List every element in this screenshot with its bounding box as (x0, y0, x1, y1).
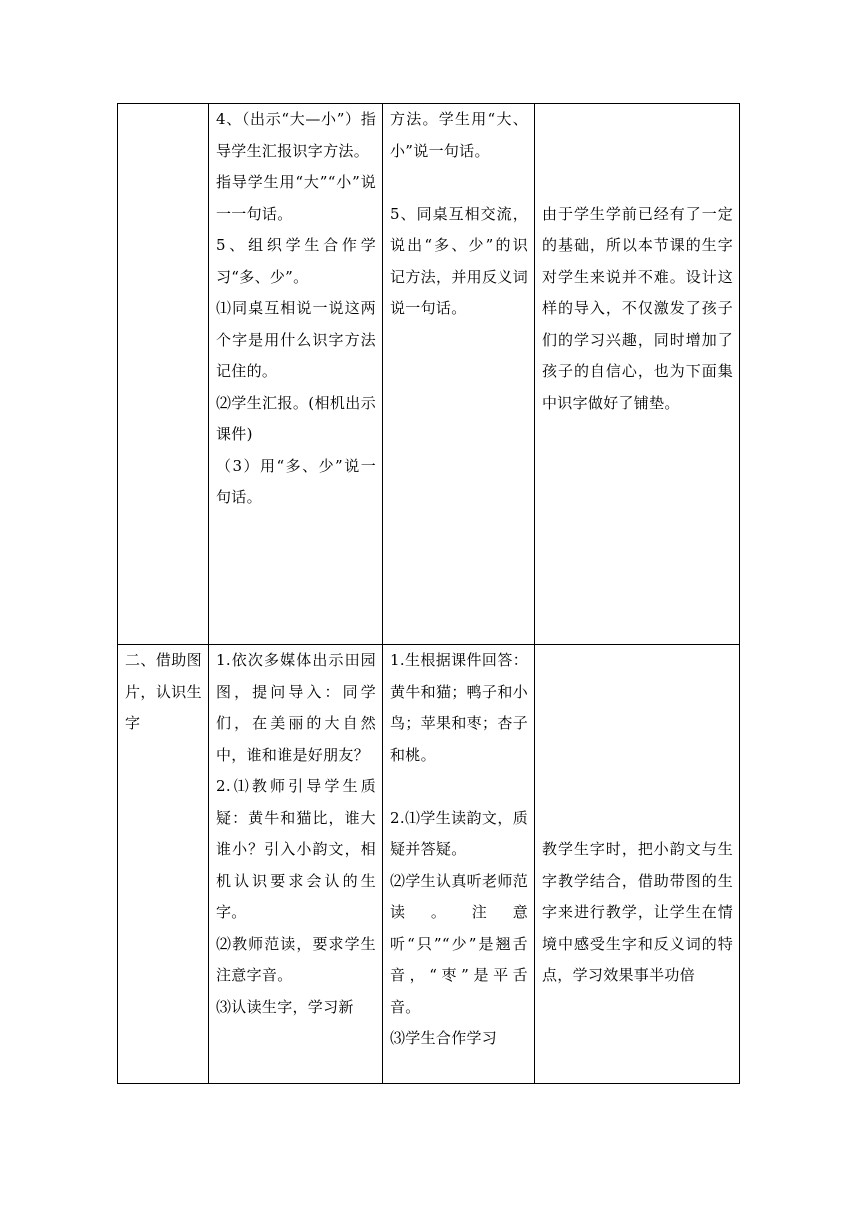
spacer (542, 104, 733, 136)
teacher-step: 2.⑴教师引导学生质疑：黄牛和猫比，谁大谁小？引入小韵文，相机认识要求会认的生字。 (216, 777, 376, 921)
design-intent-cell (535, 645, 740, 1084)
spacer (390, 771, 528, 803)
student-activity-cell (383, 645, 535, 1084)
spacer (542, 645, 733, 677)
spacer (542, 167, 733, 199)
stage-cell (118, 104, 209, 645)
stage-text: 二、借助图片，认识生字 (125, 651, 202, 732)
student-step: 1.生根据课件回答：黄牛和猫；鸭子和小鸟；苹果和枣；杏子和桃。 (390, 651, 528, 764)
teacher-step: ⑵学生汇报。(相机出示课件) (216, 393, 376, 443)
teacher-step: 1.依次多媒体出示田园图，提问导入：同学们，在美丽的大自然中，谁和谁是好朋友？ (216, 651, 376, 764)
teacher-step: ⑴同桌互相说一说这两个字是用什么识字方法记住的。 (216, 299, 376, 380)
spacer (542, 803, 733, 835)
design-intent-text: 教学生字时，把小韵文与生字教学结合，借助带图的生字来进行教学，让学生在情境中感受生字和反义词的特点，学习效果事半功倍 (542, 840, 733, 984)
student-step: ⑵学生认真听老师范读。注意听“只”“少”是翘舌音，“枣”是平舌音。 (390, 871, 528, 1016)
student-activity-cell (383, 104, 535, 645)
lesson-plan-table (117, 103, 740, 1084)
spacer (542, 771, 733, 803)
table-row (118, 645, 740, 1084)
teacher-activity-cell (209, 645, 383, 1084)
teacher-step: 4、（出示“大—小”）指导学生汇报识字方法。 (216, 110, 376, 160)
spacer (542, 677, 733, 709)
teacher-step: 指导学生用“大”“小”说一一句话。 (216, 173, 376, 223)
design-intent-cell (535, 104, 740, 645)
table-row (118, 104, 740, 645)
teacher-step: ⑶认读生字，学习新 (216, 997, 354, 1016)
spacer (390, 167, 528, 199)
teacher-step: 5、组织学生合作学习“多、少”。 (216, 236, 376, 286)
spacer (542, 136, 733, 168)
student-step: 2.⑴学生读韵文，质疑并答疑。 (390, 808, 528, 858)
spacer (542, 708, 733, 740)
spacer (542, 740, 733, 772)
teacher-step: ⑵教师范读，要求学生注意字音。 (216, 934, 376, 984)
teacher-step: （3）用“多、少”说一句话。 (216, 456, 376, 506)
student-step: ⑶学生合作学习 (390, 1029, 498, 1047)
student-step: 5、同桌互相交流，说出“多、少”的识记方法，并用反义词说一句话。 (390, 204, 528, 317)
design-intent-text: 由于学生学前已经有了一定的基础，所以本节课的生字对学生来说并不难。设计这样的导入，不仅激发了孩子们的学习兴趣，同时增加了孩子的自信心，也为下面集中识字做好了铺垫。 (542, 204, 733, 412)
stage-cell (118, 645, 209, 1084)
teacher-activity-cell (209, 104, 383, 645)
student-step: 方法。学生用“大、小”说一句话。 (390, 110, 528, 160)
